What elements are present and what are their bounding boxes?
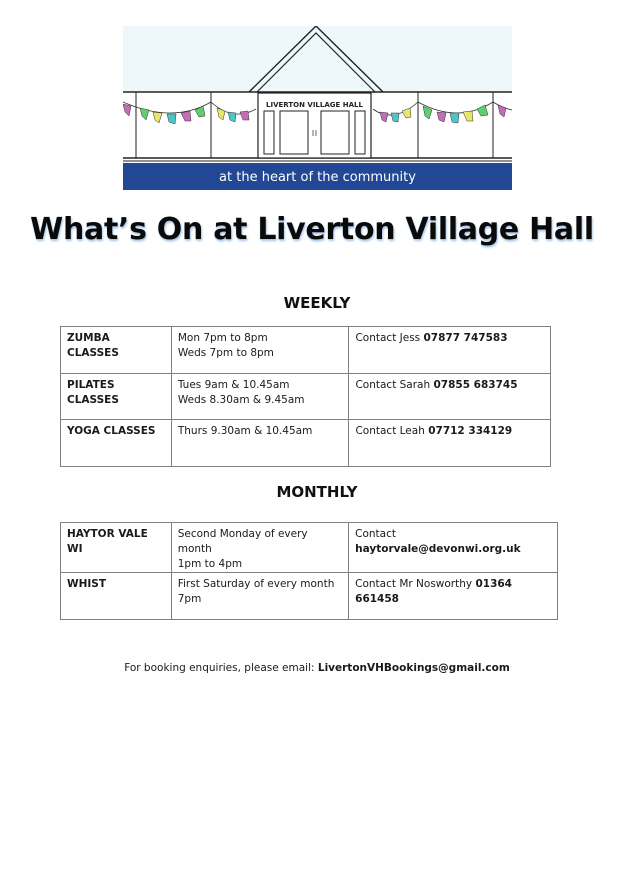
activity-times [171, 573, 348, 620]
activity-contact [349, 573, 558, 620]
contact-label: Contact [355, 528, 396, 540]
activity-times [171, 374, 349, 420]
activity-times [171, 523, 348, 573]
activity-contact [349, 420, 551, 467]
time-line: Weds 8.30am & 9.45am [177, 394, 305, 406]
time-line: Second Monday of every month [177, 528, 308, 555]
contact-label: Contact Sarah [355, 379, 434, 391]
weekly-table [60, 326, 551, 467]
contact-phone: 07877 747583 [423, 332, 508, 344]
contact-email-link[interactable]: haytorvale@devonwi.org.uk [355, 543, 521, 555]
table-row [61, 374, 551, 420]
monthly-heading: MONTHLY [276, 483, 358, 501]
contact-label: Contact Jess [355, 332, 424, 344]
time-line: 1pm to 4pm [177, 558, 243, 570]
contact-phone: 01364 661458 [355, 578, 512, 605]
activity-name: YOGA CLASSES [61, 420, 172, 467]
village-hall-banner [123, 26, 512, 190]
time-line: 7pm [177, 593, 202, 605]
activity-name: ZUMBA CLASSES [61, 327, 172, 374]
activity-name: WHIST [61, 573, 172, 620]
page-title: What’s On at Liverton Village Hall [30, 212, 594, 247]
activity-name: HAYTOR VALE WI [61, 523, 172, 573]
time-line: Weds 7pm to 8pm [177, 347, 274, 359]
footer-text: For booking enquiries, please email: [124, 662, 318, 674]
contact-phone: 07855 683745 [433, 379, 518, 391]
weekly-heading: WEEKLY [283, 294, 351, 312]
monthly-table [60, 522, 558, 620]
booking-email-link[interactable]: LivertonVHBookings@gmail.com [317, 662, 510, 674]
activity-times [171, 327, 349, 374]
activity-contact [349, 374, 551, 420]
activity-contact [349, 523, 558, 573]
table-row [61, 327, 551, 374]
activity-times [171, 420, 349, 467]
activity-name: PILATES CLASSES [61, 374, 172, 420]
contact-label: Contact Leah [355, 425, 429, 437]
activity-contact [349, 327, 551, 374]
booking-footer [0, 662, 624, 674]
hall-sign: LIVERTON VILLAGE HALL [266, 101, 363, 109]
table-row [61, 420, 551, 467]
tagline: at the heart of the community [219, 170, 416, 185]
table-row [61, 573, 558, 620]
village-hall-illustration [123, 26, 512, 190]
contact-phone: 07712 334129 [428, 425, 513, 437]
time-line: Tues 9am & 10.45am [177, 379, 290, 391]
time-line: Mon 7pm to 8pm [177, 332, 268, 344]
table-row [61, 523, 558, 573]
time-line: First Saturday of every month [177, 578, 335, 590]
contact-label: Contact Mr Nosworthy [355, 578, 476, 590]
time-line: Thurs 9.30am & 10.45am [177, 425, 313, 437]
